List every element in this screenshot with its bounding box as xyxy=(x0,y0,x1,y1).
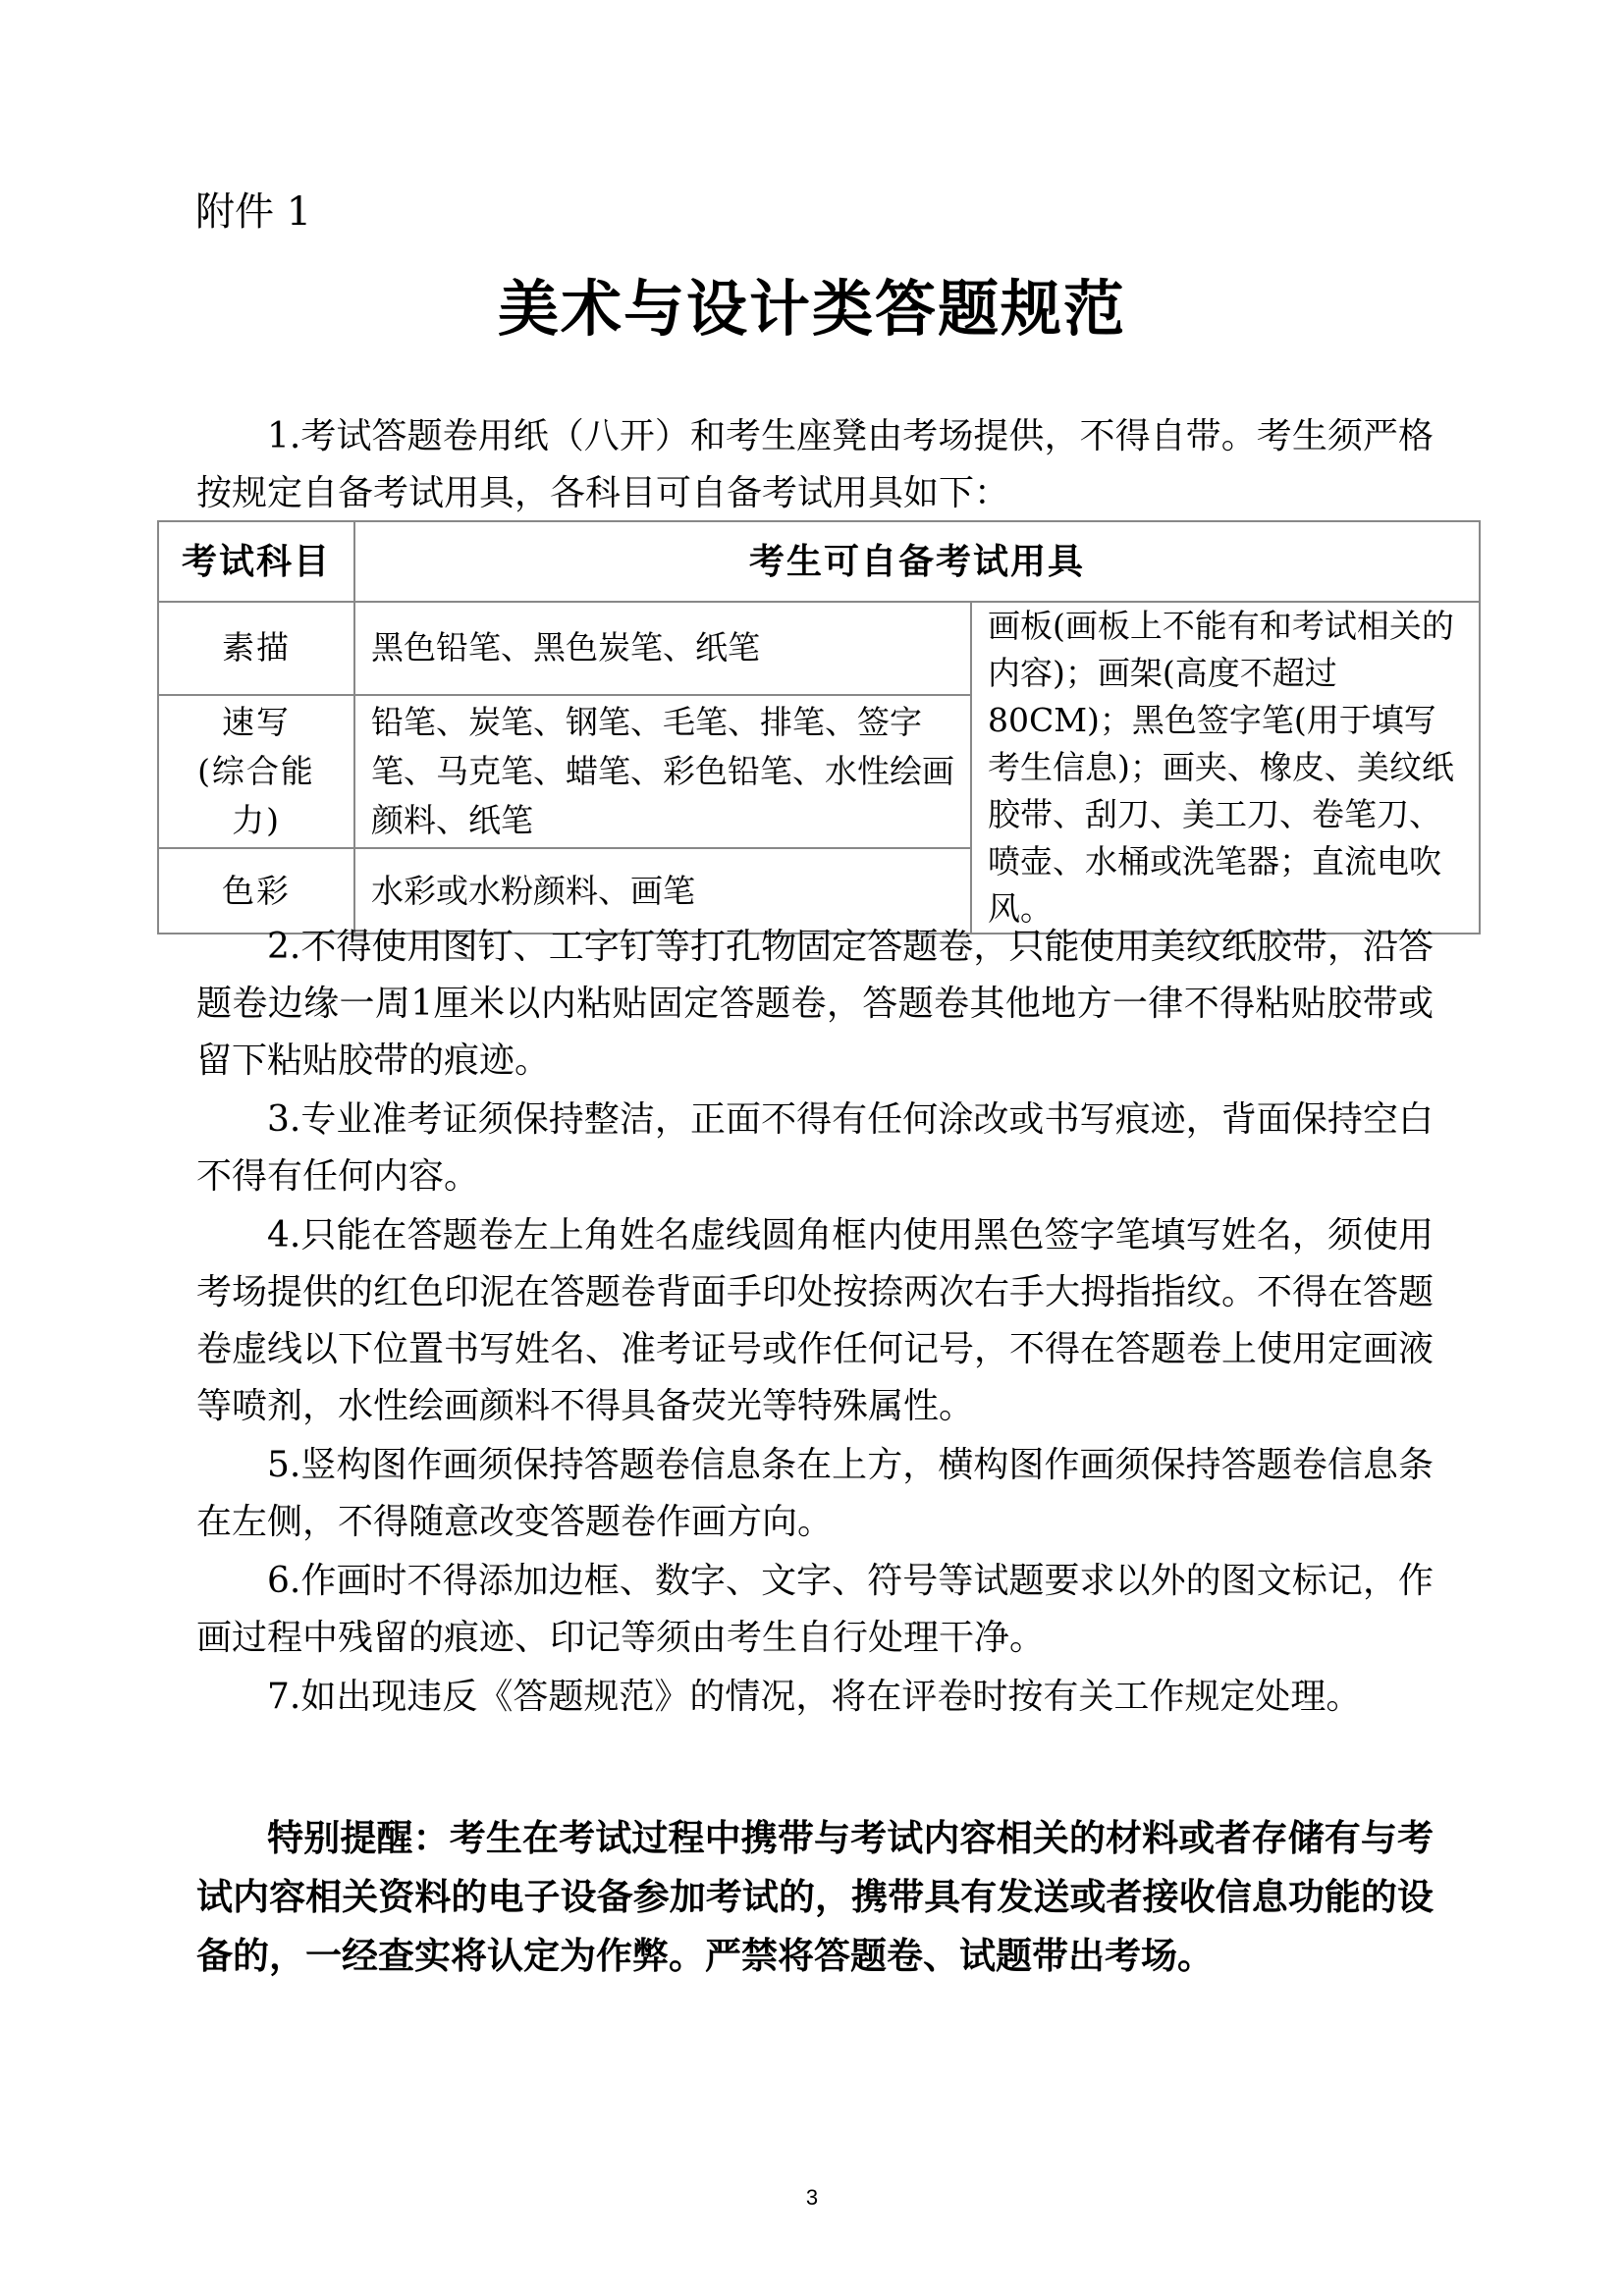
paragraph-1-text: 1.考试答题卷用纸（八开）和考生座凳由考场提供，不得自带。考生须严格按规定自备考试用具，各科目可自备考试用具如下： xyxy=(196,416,1434,513)
subject-line-2: (综合能力) xyxy=(197,752,315,840)
subject-line-1: 速写 xyxy=(222,703,291,742)
header-tools: 考生可自备考试用具 xyxy=(354,521,1480,602)
page-number: 3 xyxy=(805,2185,819,2210)
subject-cell: 色彩 xyxy=(158,848,354,934)
paragraph-1 xyxy=(196,408,1434,522)
special-notice-text: 特别提醒：考生在考试过程中携带与考试内容相关的材料或者存储有与考试内容相关资料的电子设备参加考试的，携带具有发送或者接收信息功能的设备的，一经查实将认定为作弊。严禁将答题卷、试题带出考场。 xyxy=(196,1816,1434,1977)
document-title: 美术与设计类答题规范 xyxy=(497,273,1126,345)
paragraph-4-text: 4.只能在答题卷左上角姓名虚线圆角框内使用黑色签字笔填写姓名，须使用考场提供的红色印泥在答题卷背面手印处按捺两次右手大拇指指纹。不得在答题卷虚线以下位置书写姓名、准考证号或作任何记号，不得在答题卷上使用定画液等喷剂，水性绘画颜料不得具备荧光等特殊属性。 xyxy=(196,1215,1435,1426)
table-header-row xyxy=(158,521,1480,602)
paragraph-3 xyxy=(196,1092,1434,1205)
attachment-label: 附件 1 xyxy=(195,189,312,235)
paragraph-6-text: 6.作画时不得添加边框、数字、文字、符号等试题要求以外的图文标记，作画过程中残留的痕迹、印记等须由考生自行处理干净。 xyxy=(196,1561,1434,1658)
paragraph-2 xyxy=(196,919,1434,1090)
tools-cell: 铅笔、炭笔、钢笔、毛笔、排笔、签字笔、马克笔、蜡笔、彩色铅笔、水性绘画颜料、纸笔 xyxy=(354,695,971,849)
paragraph-6 xyxy=(196,1553,1434,1667)
header-subject: 考试科目 xyxy=(158,521,354,602)
paragraph-4 xyxy=(196,1207,1434,1435)
tools-cell: 黑色铅笔、黑色炭笔、纸笔 xyxy=(354,602,971,695)
tools-table xyxy=(157,520,1481,934)
tools-cell: 水彩或水粉颜料、画笔 xyxy=(354,848,971,934)
paragraph-7 xyxy=(196,1669,1434,1726)
special-notice xyxy=(196,1808,1434,1985)
subject-cell xyxy=(158,695,354,849)
paragraph-5 xyxy=(196,1437,1434,1551)
paragraph-5-text: 5.竖构图作画须保持答题卷信息条在上方，横构图作画须保持答题卷信息条在左侧，不得随意改变答题卷作画方向。 xyxy=(196,1445,1434,1542)
subject-cell: 素描 xyxy=(158,602,354,695)
paragraph-7-text: 7.如出现违反《答题规范》的情况，将在评卷时按有关工作规定处理。 xyxy=(267,1677,1362,1717)
paragraph-3-text: 3.专业准考证须保持整洁，正面不得有任何涂改或书写痕迹，背面保持空白不得有任何内容。 xyxy=(196,1099,1434,1197)
table-row xyxy=(158,602,1480,695)
shared-tools-cell: 画板(画板上不能有和考试相关的内容)；画架(高度不超过80CM)；黑色签字笔(用于填写考生信息)；画夹、橡皮、美纹纸胶带、刮刀、美工刀、卷笔刀、喷壶、水桶或洗笔器；直流电吹风。 xyxy=(971,602,1480,934)
paragraph-2-text: 2.不得使用图钉、工字钉等打孔物固定答题卷，只能使用美纹纸胶带，沿答题卷边缘一周1厘米以内粘贴固定答题卷，答题卷其他地方一律不得粘贴胶带或留下粘贴胶带的痕迹。 xyxy=(196,927,1434,1081)
